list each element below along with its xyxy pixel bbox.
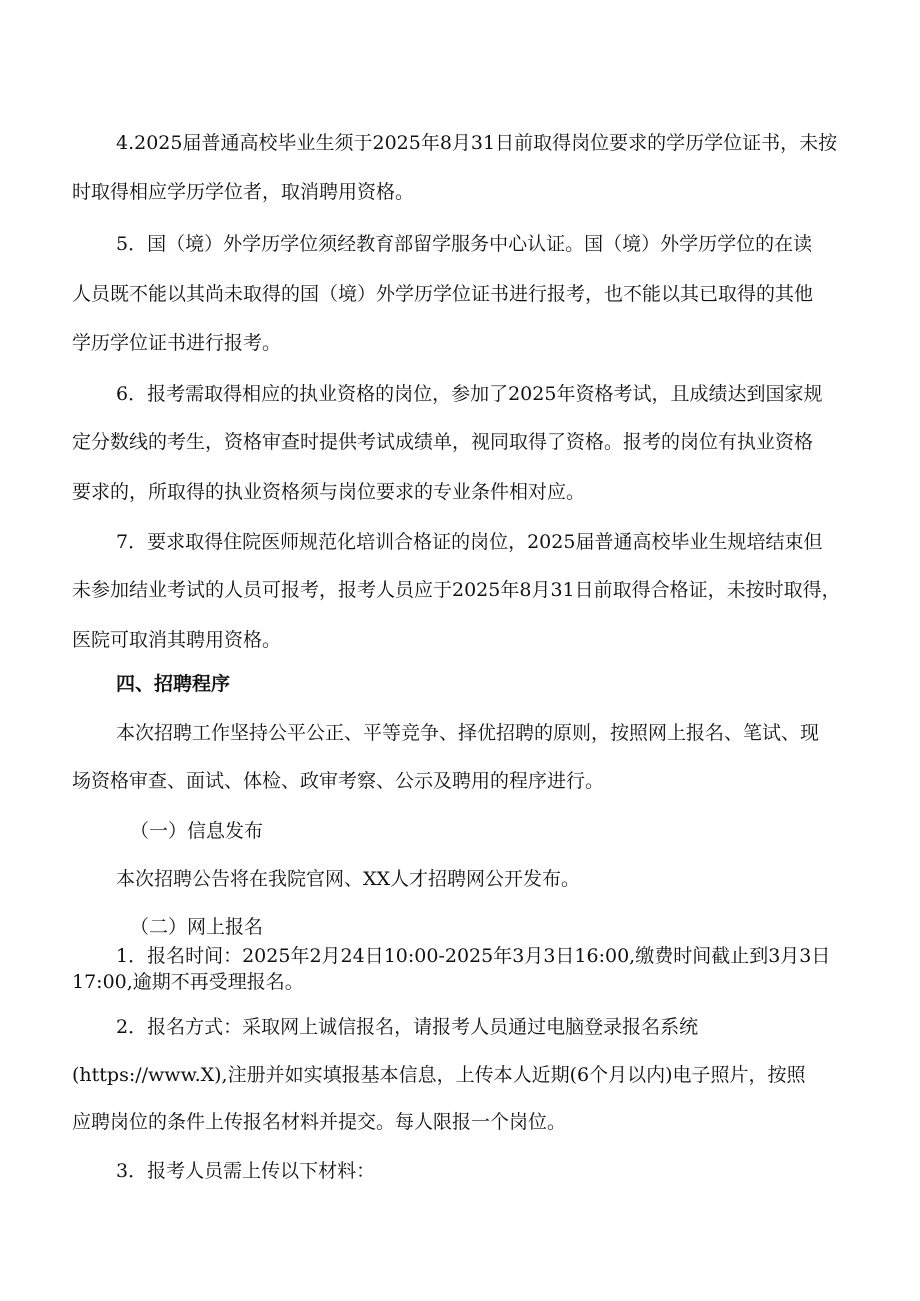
sub1-heading: （一）信息发布	[130, 820, 264, 842]
item6-line1: 6．报考需取得相应的执业资格的岗位，参加了2025年资格考试，且成绩达到国家规	[116, 383, 823, 405]
item7-line2: 未参加结业考试的人员可报考，报考人员应于2025年8月31日前取得合格证，未按时取得，	[72, 579, 841, 601]
item6-line3: 要求的，所取得的执业资格须与岗位要求的专业条件相对应。	[72, 481, 586, 503]
item5-line1: 5．国（境）外学历学位须经教育部留学服务中心认证。国（境）外学历学位的在读	[116, 233, 813, 255]
item4-line1: 4.2025届普通高校毕业生须于2025年8月31日前取得岗位要求的学历学位证书，未按	[116, 132, 838, 154]
sub2-p2-line2: (https://www.X),注册并如实填报基本信息，上传本人近期(6个月以内)电子照片，按照	[72, 1064, 806, 1086]
sub1-text: 本次招聘公告将在我院官网、XX人才招聘网公开发布。	[116, 868, 581, 890]
sub2-p2-line1: 2．报名方式：采取网上诚信报名，请报考人员通过电脑登录报名系统	[116, 1016, 699, 1038]
item5-line3: 学历学位证书进行报考。	[72, 332, 282, 354]
item5-line2: 人员既不能以其尚未取得的国（境）外学历学位证书进行报考，也不能以其已取得的其他	[72, 283, 814, 305]
item7-line1: 7．要求取得住院医师规范化培训合格证的岗位，2025届普通高校毕业生规培结束但	[116, 531, 823, 553]
sub2-p1-line1: 1．报名时间：2025年2月24日10:00-2025年3月3日16:00,缴费时间截止到3月3日	[116, 945, 831, 967]
sub2-p3-line1: 3．报考人员需上传以下材料：	[116, 1160, 376, 1182]
section4-intro-line2: 场资格审查、面试、体检、政审考察、公示及聘用的程序进行。	[72, 770, 605, 792]
section4-heading: 四、招聘程序	[116, 673, 231, 695]
sub2-p1-line2: 17:00,逾期不再受理报名。	[72, 971, 304, 993]
item4-line2: 时取得相应学历学位者，取消聘用资格。	[72, 181, 415, 203]
section4-intro-line1: 本次招聘工作坚持公平公正、平等竞争、择优招聘的原则，按照网上报名、笔试、现	[116, 722, 820, 744]
item6-line2: 定分数线的考生，资格审查时提供考试成绩单，视同取得了资格。报考的岗位有执业资格	[72, 431, 814, 453]
sub2-heading: （二）网上报名	[130, 916, 264, 938]
item7-line3: 医院可取消其聘用资格。	[72, 629, 282, 651]
sub2-p2-line3: 应聘岗位的条件上传报名材料并提交。每人限报一个岗位。	[72, 1111, 567, 1133]
